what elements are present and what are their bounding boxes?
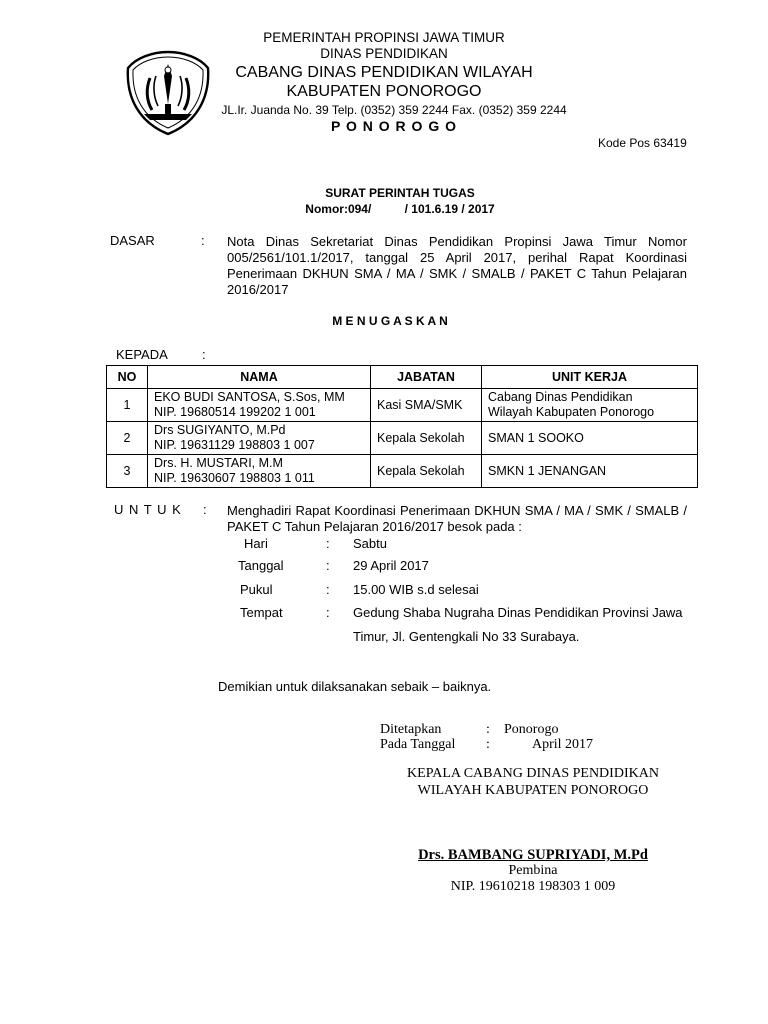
- row-no: 3: [107, 455, 148, 488]
- detail-tanggal-label: Tanggal: [238, 558, 284, 573]
- row-unit-line1: Cabang Dinas Pendidikan: [488, 390, 633, 404]
- detail-hari-colon: :: [326, 536, 330, 551]
- signer-rank: Pembina: [508, 863, 558, 878]
- row-jabatan: Kasi SMA/SMK: [371, 389, 482, 422]
- untuk-text: Menghadiri Rapat Koordinasi Penerimaan DKHUN SMA / MA / SMK / SMALB / PAKET C Tahun Pelajaran 2016/2017 besok pada :: [227, 503, 687, 534]
- header-jabatan: JABATAN: [371, 366, 482, 389]
- row-no: 1: [107, 389, 148, 422]
- header-branch: CABANG DINAS PENDIDIKAN WILAYAH: [235, 64, 533, 81]
- header-city: P O N O R O G O: [331, 118, 457, 134]
- table-row: [107, 422, 698, 455]
- header-department: DINAS PENDIDIKAN: [320, 46, 448, 61]
- letter-number: Nomor:094/ / 101.6.19 / 2017: [305, 202, 495, 216]
- header-nama: NAMA: [148, 366, 371, 389]
- row-jabatan: Kepala Sekolah: [371, 422, 482, 455]
- pada-tanggal-value: April 2017: [532, 737, 594, 752]
- ditetapkan-colon: :: [486, 722, 490, 737]
- detail-tempat-label: Tempat: [240, 605, 283, 620]
- header-government: PEMERINTAH PROPINSI JAWA TIMUR: [263, 30, 505, 45]
- table-header-row: [107, 366, 698, 389]
- detail-hari-label: Hari: [244, 536, 268, 551]
- row-no: 2: [107, 422, 148, 455]
- signer-position-line2: WILAYAH KABUPATEN PONOROGO: [417, 783, 649, 798]
- header-unit-kerja: UNIT KERJA: [482, 366, 698, 389]
- row-nama: [148, 455, 371, 488]
- detail-tempat-colon: :: [326, 605, 330, 620]
- detail-tempat-value-line2: Timur, Jl. Gentengkali No 33 Surabaya.: [353, 629, 580, 644]
- table-row: [107, 389, 698, 422]
- detail-tempat-value: Gedung Shaba Nugraha Dinas Pendidikan Provinsi Jawa: [353, 605, 683, 620]
- row-nama: [148, 389, 371, 422]
- detail-pukul-colon: :: [326, 582, 330, 597]
- letter-title: SURAT PERINTAH TUGAS: [325, 186, 475, 200]
- untuk-label: U N T U K: [114, 502, 182, 517]
- header-postal-code: Kode Pos 63419: [598, 136, 687, 150]
- detail-tanggal-value: 29 April 2017: [353, 558, 429, 573]
- header-regency: KABUPATEN PONOROGO: [286, 83, 482, 100]
- header-address: JL.Ir. Juanda No. 39 Telp. (0352) 359 2244 Fax. (0352) 359 2244: [221, 103, 567, 117]
- row-name: EKO BUDI SANTOSA, S.Sos, MM: [154, 390, 345, 404]
- row-name: Drs. H. MUSTARI, M.M: [154, 456, 283, 470]
- dasar-colon: :: [201, 233, 205, 248]
- ditetapkan-value: Ponorogo: [504, 722, 559, 737]
- signer-name: Drs. BAMBANG SUPRIYADI, M.Pd: [418, 847, 648, 863]
- dasar-text: Nota Dinas Sekretariat Dinas Pendidikan Propinsi Jawa Timur Nomor 005/2561/101.1/2017, tanggal 25 April 2017, perihal Rapat Koordinasi Penerimaan DKHUN SMA / MA / SMK / SMALB / PAKET C Tahun Pelajaran 2016/2017: [227, 234, 687, 297]
- signer-position-line1: KEPALA CABANG DINAS PENDIDIKAN: [407, 766, 659, 781]
- dasar-label: DASAR: [110, 233, 155, 248]
- row-unit-kerja: SMKN 1 JENANGAN: [482, 455, 698, 488]
- row-nip: NIP. 19631129 198803 1 007: [154, 438, 315, 452]
- row-unit-kerja: SMAN 1 SOOKO: [482, 422, 698, 455]
- kepada-colon: :: [202, 347, 206, 362]
- detail-pukul-label: Pukul: [240, 582, 273, 597]
- row-unit-kerja: [482, 389, 698, 422]
- pada-tanggal-colon: :: [486, 737, 490, 752]
- menugaskan-heading: M E N U G A S K A N: [332, 314, 448, 328]
- row-nip: NIP. 19680514 199202 1 001: [154, 405, 316, 419]
- signer-nip: NIP. 19610218 198303 1 009: [450, 879, 616, 894]
- untuk-colon: :: [203, 502, 207, 517]
- row-nip: NIP. 19630607 198803 1 011: [154, 471, 315, 485]
- staff-table: [106, 365, 698, 488]
- row-unit-line2: Wilayah Kabupaten Ponorogo: [488, 405, 655, 419]
- row-jabatan: Kepala Sekolah: [371, 455, 482, 488]
- row-nama: [148, 422, 371, 455]
- kepada-label: KEPADA: [116, 347, 168, 362]
- closing-text: Demikian untuk dilaksanakan sebaik – baiknya.: [218, 679, 492, 694]
- header-no: NO: [107, 366, 148, 389]
- pada-tanggal-label: Pada Tanggal: [380, 737, 456, 752]
- detail-hari-value: Sabtu: [353, 536, 387, 551]
- row-name: Drs SUGIYANTO, M.Pd: [154, 423, 286, 437]
- ditetapkan-label: Ditetapkan: [380, 722, 442, 737]
- detail-pukul-value: 15.00 WIB s.d selesai: [353, 582, 479, 597]
- detail-tanggal-colon: :: [326, 558, 330, 573]
- table-row: [107, 455, 698, 488]
